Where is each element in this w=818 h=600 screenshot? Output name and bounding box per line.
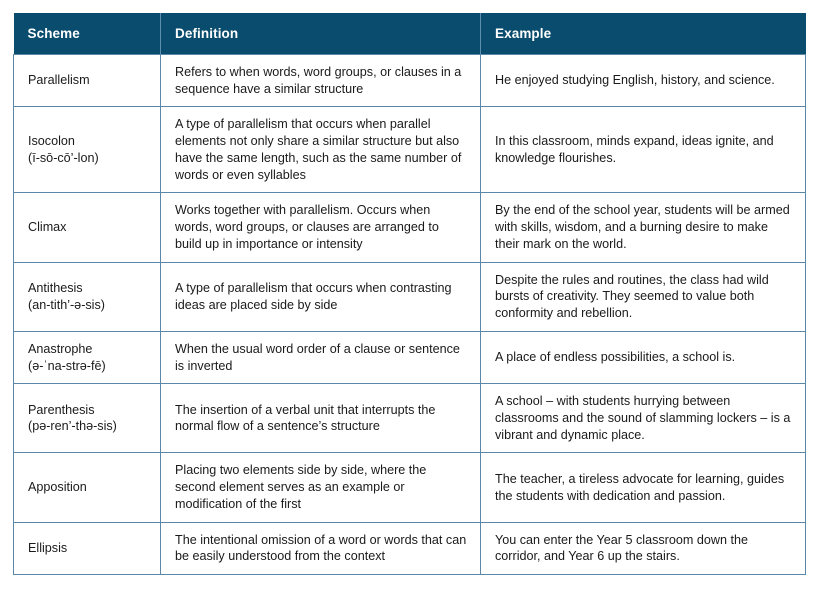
scheme-term-name: Anastrophe (28, 341, 93, 356)
table-row (14, 522, 806, 574)
scheme-term-pronunciation: (ə-ˈna-strə-fē) (28, 358, 106, 373)
cell-definition: A type of parallelism that occurs when contrasting ideas are placed side by side (161, 262, 481, 331)
scheme-term-name: Climax (28, 220, 67, 235)
cell-example: The teacher, a tireless advocate for learning, guides the students with dedication and passion. (481, 453, 806, 522)
cell-example: By the end of the school year, students will be armed with skills, wisdom, and a burning desire to make their mark on the world. (481, 193, 806, 262)
cell-scheme (14, 522, 161, 574)
cell-example: You can enter the Year 5 classroom down the corridor, and Year 6 up the stairs. (481, 522, 806, 574)
cell-scheme (14, 384, 161, 453)
table-row (14, 193, 806, 262)
cell-definition: Works together with parallelism. Occurs when words, word groups, or clauses are arranged to build up in importance or intensity (161, 193, 481, 262)
table-row (14, 331, 806, 383)
scheme-term-name: Parallelism (28, 73, 90, 88)
table-header-row (14, 13, 806, 55)
cell-example: In this classroom, minds expand, ideas ignite, and knowledge flourishes. (481, 107, 806, 193)
cell-definition: When the usual word order of a clause or sentence is inverted (161, 331, 481, 383)
scheme-term-name: Ellipsis (28, 541, 68, 556)
cell-scheme (14, 331, 161, 383)
table-row (14, 384, 806, 453)
cell-definition: A type of parallelism that occurs when parallel elements not only share a similar structure but also have the same length, such as the same number of words or even syllables (161, 107, 481, 193)
cell-example: He enjoyed studying English, history, and science. (481, 55, 806, 107)
cell-example: Despite the rules and routines, the class had wild bursts of creativity. They seemed to value both conformity and rebellion. (481, 262, 806, 331)
cell-example: A school – with students hurrying between classrooms and the sound of slamming lockers – is a vibrant and dynamic place. (481, 384, 806, 453)
cell-scheme (14, 453, 161, 522)
cell-definition: Refers to when words, word groups, or clauses in a sequence have a similar structure (161, 55, 481, 107)
rhetorical-schemes-table (13, 13, 806, 575)
cell-definition: The intentional omission of a word or words that can be easily understood from the context (161, 522, 481, 574)
scheme-term-pronunciation: (ī-sō-cō’-lon) (28, 150, 99, 165)
cell-definition: The insertion of a verbal unit that interrupts the normal flow of a sentence’s structure (161, 384, 481, 453)
column-header-example: Example (481, 13, 806, 55)
cell-scheme (14, 107, 161, 193)
column-header-definition: Definition (161, 13, 481, 55)
scheme-term-name: Antithesis (28, 280, 83, 295)
table-row (14, 262, 806, 331)
column-header-scheme: Scheme (14, 13, 161, 55)
table-body (14, 55, 806, 575)
scheme-term-name: Isocolon (28, 134, 75, 149)
scheme-table-container (13, 13, 805, 575)
table-header (14, 13, 806, 55)
scheme-term-pronunciation: (an-tith’-ə-sis) (28, 297, 105, 312)
cell-scheme (14, 55, 161, 107)
table-row (14, 107, 806, 193)
table-row (14, 453, 806, 522)
table-row (14, 55, 806, 107)
scheme-term-pronunciation: (pə-ren’-thə-sis) (28, 419, 117, 434)
scheme-term-name: Parenthesis (28, 402, 95, 417)
scheme-term-name: Apposition (28, 480, 87, 495)
cell-scheme (14, 193, 161, 262)
cell-definition: Placing two elements side by side, where the second element serves as an example or modification of the first (161, 453, 481, 522)
cell-scheme (14, 262, 161, 331)
cell-example: A place of endless possibilities, a school is. (481, 331, 806, 383)
